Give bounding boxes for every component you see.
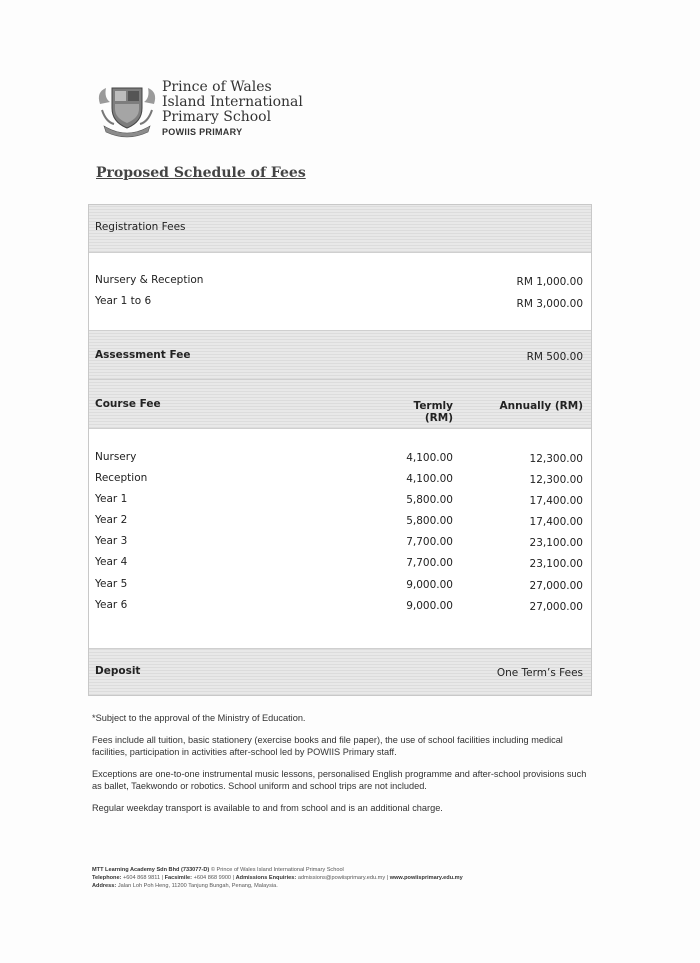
annually-column-header: Annually (RM) (499, 400, 583, 412)
footer-fax-label: Facsimile: (164, 875, 192, 881)
course-row-termly: 4,100.00 (406, 473, 453, 485)
footer-address: Jalan Loh Poh Heng, 11200 Tanjung Bungah, Penang, Malaysia. (117, 883, 278, 889)
footer-company: MTT Learning Academy Sdn Bhd (733077-D) (92, 867, 210, 873)
course-row-annually: 12,300.00 (529, 453, 583, 465)
course-row-label: Year 1 (95, 493, 128, 505)
registration-item-amount: RM 3,000.00 (516, 298, 583, 310)
course-row-annually: 23,100.00 (529, 558, 583, 570)
course-row-label: Year 2 (95, 514, 128, 526)
course-row-label: Year 5 (95, 578, 128, 590)
school-name-line2: Island International (162, 94, 303, 110)
course-heading: Course Fee (95, 398, 161, 410)
course-row-label: Nursery (95, 451, 137, 463)
footer-telephone-label: Telephone: (92, 875, 122, 881)
school-logo-block (96, 80, 336, 140)
exceptions-note: Exceptions are one-to-one instrumental music lessons, personalised English programme and after-school provisions such as ballet, Taekwondo or robotics. School uniform and school trips are not included. (92, 769, 587, 791)
course-rows (89, 429, 591, 649)
course-row-termly: 7,700.00 (406, 557, 453, 569)
footer-admissions-email[interactable]: admissions@powiisprimary.edu.my (297, 875, 386, 881)
assessment-row (89, 331, 591, 380)
notes-section (92, 712, 592, 824)
fees-include-note: Fees include all tuition, basic stationery (exercise books and file paper), the use of school facilities including medical facilities, participation in activities after-school led by POWIIS Primary staff. (92, 735, 563, 757)
footer-copyright: © Prince of Wales Island International Primary School (210, 867, 344, 873)
assessment-label: Assessment Fee (95, 349, 191, 361)
course-row-termly: 9,000.00 (406, 600, 453, 612)
footer-admissions-label: Admissions Enquiries: (235, 875, 297, 881)
course-row-annually: 23,100.00 (529, 537, 583, 549)
school-crest-icon (96, 82, 158, 138)
course-row-termly: 7,700.00 (406, 536, 453, 548)
school-name-line1: Prince of Wales (162, 79, 272, 95)
deposit-amount: One Term’s Fees (496, 667, 583, 679)
course-row-termly: 4,100.00 (406, 452, 453, 464)
registration-items-row (89, 253, 591, 331)
course-heading-row (89, 380, 591, 429)
page-footer (92, 866, 612, 890)
registration-item-label: Nursery & Reception (95, 274, 204, 286)
course-row-termly: 5,800.00 (406, 515, 453, 527)
course-row-annually: 17,400.00 (529, 516, 583, 528)
course-row-termly: 9,000.00 (406, 579, 453, 591)
transport-note: Regular weekday transport is available to and from school and is an additional charge. (92, 803, 443, 813)
course-row-label: Reception (95, 472, 148, 484)
course-row-annually: 27,000.00 (529, 601, 583, 613)
fees-table (88, 204, 592, 696)
footer-address-line (92, 882, 612, 890)
document-title: Proposed Schedule of Fees (96, 165, 306, 181)
termly-column-header: Termly (RM) (413, 400, 453, 424)
course-row-annually: 17,400.00 (529, 495, 583, 507)
course-row-label: Year 6 (95, 599, 128, 611)
deposit-row (89, 649, 591, 695)
footer-telephone: +604 868 9811 (122, 875, 161, 881)
assessment-amount: RM 500.00 (526, 351, 583, 363)
footer-company-line (92, 866, 612, 874)
course-row-termly: 5,800.00 (406, 494, 453, 506)
deposit-label: Deposit (95, 665, 141, 677)
school-name-line3: Primary School (162, 109, 272, 125)
school-subtitle: POWIIS PRIMARY (162, 127, 243, 137)
footer-address-label: Address: (92, 883, 117, 889)
course-row-label: Year 3 (95, 535, 128, 547)
school-name (162, 80, 303, 138)
registration-heading: Registration Fees (95, 221, 186, 233)
registration-item-label: Year 1 to 6 (95, 295, 152, 307)
approval-note: *Subject to the approval of the Ministry of Education. (92, 713, 306, 723)
course-row-label: Year 4 (95, 556, 128, 568)
footer-website[interactable]: www.powiisprimary.edu.my (389, 875, 463, 881)
footer-contact-line: Telephone: +604 868 9811 | Facsimile: +604 868 9900 | Admissions Enquiries: admissions@powiisprimary.edu.my | www.powiisprimary.edu.my (92, 875, 463, 881)
registration-heading-row (89, 205, 591, 253)
footer-fax: +604 868 9900 (193, 875, 232, 881)
course-row-annually: 12,300.00 (529, 474, 583, 486)
registration-item-amount: RM 1,000.00 (516, 276, 583, 288)
course-row-annually: 27,000.00 (529, 580, 583, 592)
